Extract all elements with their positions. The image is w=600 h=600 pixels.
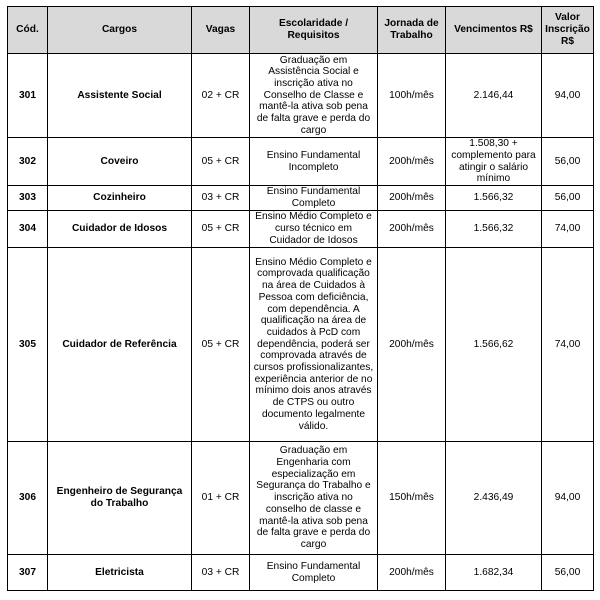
cell-requisitos: Ensino Fundamental Completo [250, 186, 378, 211]
cell-inscricao: 74,00 [542, 248, 594, 442]
cell-requisitos: Ensino Médio Completo e comprovada qualificação na área de Cuidados à Pessoa com deficiência, com dependência. A qualificação na área de cuidados à PcD com dependência, poderá ser comprovada através de cursos profissionalizantes, experiência anterior de no mínimo dois anos através de CTPS ou outro documento legalmente válido. [250, 248, 378, 442]
cell-jornada: 200h/mês [378, 211, 446, 248]
header-escolaridade: Escolaridade / Requisitos [250, 7, 378, 54]
cell-cargo: Cuidador de Referência [48, 248, 192, 442]
cell-vencimento: 1.682,34 [446, 555, 542, 591]
cell-jornada: 200h/mês [378, 248, 446, 442]
cell-inscricao: 56,00 [542, 138, 594, 186]
cell-inscricao: 94,00 [542, 54, 594, 138]
cell-vencimento: 1.508,30 + complemento para atingir o salário mínimo [446, 138, 542, 186]
cell-jornada: 150h/mês [378, 442, 446, 555]
table-row [8, 186, 594, 211]
cell-cod: 303 [8, 186, 48, 211]
header-inscricao: Valor Inscrição R$ [542, 7, 594, 54]
cell-jornada: 100h/mês [378, 54, 446, 138]
cell-vagas: 05 + CR [192, 138, 250, 186]
header-cargos: Cargos [48, 7, 192, 54]
cell-cargo: Cozinheiro [48, 186, 192, 211]
cell-requisitos: Graduação em Assistência Social e inscrição ativa no Conselho de Classe e mantê-la ativa sob pena de falta grave e perda do cargo [250, 54, 378, 138]
cell-vagas: 05 + CR [192, 211, 250, 248]
cell-vencimento: 1.566,32 [446, 186, 542, 211]
positions-table-container [7, 6, 594, 591]
header-cod: Cód. [8, 7, 48, 54]
cell-jornada: 200h/mês [378, 555, 446, 591]
header-vencimentos: Vencimentos R$ [446, 7, 542, 54]
cell-inscricao: 56,00 [542, 186, 594, 211]
table-row [8, 442, 594, 555]
table-row [8, 555, 594, 591]
cell-cargo: Assistente Social [48, 54, 192, 138]
cell-jornada: 200h/mês [378, 138, 446, 186]
header-vagas: Vagas [192, 7, 250, 54]
cell-cargo: Coveiro [48, 138, 192, 186]
header-jornada: Jornada de Trabalho [378, 7, 446, 54]
cell-inscricao: 74,00 [542, 211, 594, 248]
cell-cod: 301 [8, 54, 48, 138]
cell-cargo: Eletricista [48, 555, 192, 591]
cell-vagas: 02 + CR [192, 54, 250, 138]
cell-vagas: 05 + CR [192, 248, 250, 442]
cell-vencimento: 2.146,44 [446, 54, 542, 138]
table-row [8, 248, 594, 442]
table-row [8, 211, 594, 248]
cell-cod: 304 [8, 211, 48, 248]
cell-inscricao: 56,00 [542, 555, 594, 591]
table-header-row [8, 7, 594, 54]
cell-vencimento: 2.436,49 [446, 442, 542, 555]
cell-cargo: Engenheiro de Segurança do Trabalho [48, 442, 192, 555]
positions-table [7, 6, 594, 591]
cell-vagas: 01 + CR [192, 442, 250, 555]
cell-vagas: 03 + CR [192, 555, 250, 591]
cell-requisitos: Ensino Médio Completo e curso técnico em Cuidador de Idosos [250, 211, 378, 248]
cell-requisitos: Graduação em Engenharia com especialização em Segurança do Trabalho e inscrição ativa no conselho de classe e mantê-la ativa sob pena de falta grave e perda do cargo [250, 442, 378, 555]
cell-cod: 305 [8, 248, 48, 442]
cell-requisitos: Ensino Fundamental Incompleto [250, 138, 378, 186]
cell-vagas: 03 + CR [192, 186, 250, 211]
cell-cod: 306 [8, 442, 48, 555]
table-row [8, 138, 594, 186]
cell-vencimento: 1.566,32 [446, 211, 542, 248]
cell-cod: 302 [8, 138, 48, 186]
cell-jornada: 200h/mês [378, 186, 446, 211]
cell-cargo: Cuidador de Idosos [48, 211, 192, 248]
cell-requisitos: Ensino Fundamental Completo [250, 555, 378, 591]
table-row [8, 54, 594, 138]
cell-inscricao: 94,00 [542, 442, 594, 555]
cell-vencimento: 1.566,62 [446, 248, 542, 442]
cell-cod: 307 [8, 555, 48, 591]
